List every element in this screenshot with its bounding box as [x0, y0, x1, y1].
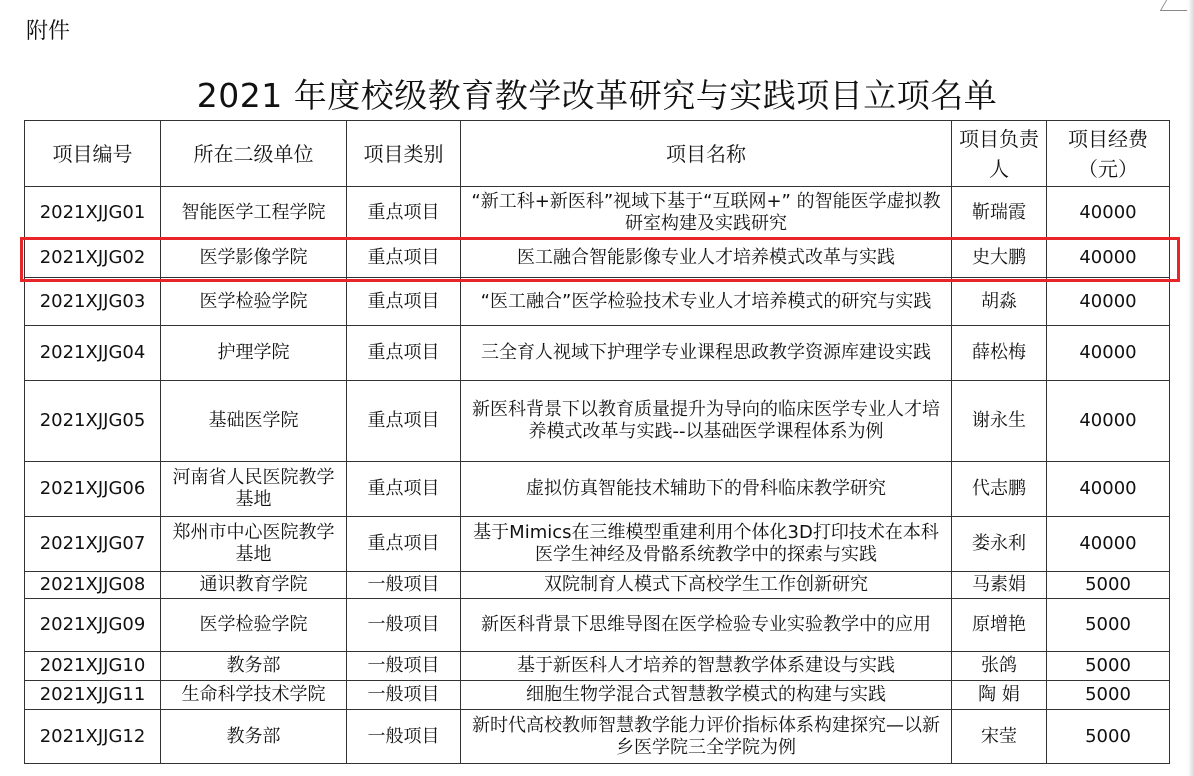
cell-leader: 张鸽	[952, 652, 1047, 681]
cell-fund: 5000	[1047, 572, 1170, 599]
cell-leader: 娄永利	[952, 517, 1047, 572]
cell-name: 三全育人视域下护理学专业课程思政教学资源库建设实践	[461, 326, 952, 381]
cell-name: 新医科背景下思维导图在医学检验专业实验教学中的应用	[461, 599, 952, 652]
cell-unit: 医学检验学院	[161, 278, 347, 326]
cell-code: 2021XJJG06	[25, 462, 161, 517]
cell-fund: 40000	[1047, 187, 1170, 239]
table-row	[25, 239, 1170, 278]
cell-fund: 5000	[1047, 652, 1170, 681]
cell-fund: 5000	[1047, 681, 1170, 710]
header-unit: 所在二级单位	[161, 121, 347, 187]
cell-name: “医工融合”医学检验技术专业人才培养模式的研究与实践	[461, 278, 952, 326]
cell-name: 基于新医科人才培养的智慧教学体系建设与实践	[461, 652, 952, 681]
cell-code: 2021XJJG02	[25, 239, 161, 278]
cell-code: 2021XJJG03	[25, 278, 161, 326]
attachment-label: 附件	[26, 19, 71, 44]
cell-code: 2021XJJG11	[25, 681, 161, 710]
cell-unit: 智能医学工程学院	[161, 187, 347, 239]
cell-fund: 40000	[1047, 517, 1170, 572]
header-name: 项目名称	[461, 121, 952, 187]
cell-unit: 通识教育学院	[161, 572, 347, 599]
table-row	[25, 652, 1170, 681]
cell-code: 2021XJJG09	[25, 599, 161, 652]
cell-category: 重点项目	[347, 326, 461, 381]
cell-category: 一般项目	[347, 572, 461, 599]
cell-unit: 基础医学院	[161, 381, 347, 462]
cell-unit: 河南省人民医院教学基地	[161, 462, 347, 517]
cell-category: 一般项目	[347, 599, 461, 652]
header-row	[25, 121, 1170, 187]
cell-leader: 胡淼	[952, 278, 1047, 326]
header-category: 项目类别	[347, 121, 461, 187]
header-leader: 项目负责人	[952, 121, 1047, 187]
cell-category: 一般项目	[347, 710, 461, 764]
table-row	[25, 381, 1170, 462]
cell-leader: 靳瑞霞	[952, 187, 1047, 239]
cell-unit: 郑州市中心医院教学基地	[161, 517, 347, 572]
table-row	[25, 681, 1170, 710]
cell-category: 重点项目	[347, 381, 461, 462]
cell-fund: 40000	[1047, 326, 1170, 381]
project-table	[24, 120, 1170, 764]
cell-leader: 史大鹏	[952, 239, 1047, 278]
cell-category: 一般项目	[347, 652, 461, 681]
cell-fund: 40000	[1047, 381, 1170, 462]
cell-fund: 5000	[1047, 710, 1170, 764]
cell-fund: 40000	[1047, 462, 1170, 517]
document-title: 2021 年度校级教育教学改革研究与实践项目立项名单	[196, 76, 998, 115]
cell-name: “新工科+新医科”视域下基于“互联网+” 的智能医学虚拟教研室构建及实践研究	[461, 187, 952, 239]
table-row	[25, 517, 1170, 572]
table-row	[25, 599, 1170, 652]
cell-name: 新时代高校教师智慧教学能力评价指标体系构建探究—以新乡医学院三全学院为例	[461, 710, 952, 764]
cell-leader: 宋莹	[952, 710, 1047, 764]
cell-name: 医工融合智能影像专业人才培养模式改革与实践	[461, 239, 952, 278]
cell-unit: 医学影像学院	[161, 239, 347, 278]
cell-code: 2021XJJG12	[25, 710, 161, 764]
header-code: 项目编号	[25, 121, 161, 187]
cell-category: 重点项目	[347, 239, 461, 278]
table-row	[25, 187, 1170, 239]
cell-leader: 马素娟	[952, 572, 1047, 599]
cell-category: 重点项目	[347, 278, 461, 326]
cell-category: 重点项目	[347, 517, 461, 572]
cell-name: 双院制育人模式下高校学生工作创新研究	[461, 572, 952, 599]
cell-leader: 谢永生	[952, 381, 1047, 462]
cell-unit: 医学检验学院	[161, 599, 347, 652]
cell-category: 重点项目	[347, 187, 461, 239]
table-row	[25, 710, 1170, 764]
cell-code: 2021XJJG08	[25, 572, 161, 599]
table-row	[25, 326, 1170, 381]
cell-name: 虚拟仿真智能技术辅助下的骨科临床教学研究	[461, 462, 952, 517]
cell-leader: 陶 娟	[952, 681, 1047, 710]
cell-unit: 教务部	[161, 710, 347, 764]
cell-fund: 5000	[1047, 599, 1170, 652]
table-row	[25, 462, 1170, 517]
table-row	[25, 572, 1170, 599]
cell-fund: 40000	[1047, 239, 1170, 278]
cell-code: 2021XJJG01	[25, 187, 161, 239]
cell-unit: 护理学院	[161, 326, 347, 381]
cell-category: 一般项目	[347, 681, 461, 710]
cell-code: 2021XJJG07	[25, 517, 161, 572]
cell-name: 基于Mimics在三维模型重建利用个体化3D打印技术在本科医学生神经及骨骼系统教学中的探索与实践	[461, 517, 952, 572]
cell-category: 重点项目	[347, 462, 461, 517]
cell-name: 新医科背景下以教育质量提升为导向的临床医学专业人才培养模式改革与实践--以基础医学课程体系为例	[461, 381, 952, 462]
cell-leader: 薛松梅	[952, 326, 1047, 381]
cell-name: 细胞生物学混合式智慧教学模式的构建与实践	[461, 681, 952, 710]
cell-code: 2021XJJG04	[25, 326, 161, 381]
cell-unit: 教务部	[161, 652, 347, 681]
cell-fund: 40000	[1047, 278, 1170, 326]
header-fund: 项目经费（元）	[1047, 121, 1170, 187]
cell-leader: 代志鹏	[952, 462, 1047, 517]
table-row	[25, 278, 1170, 326]
cell-code: 2021XJJG10	[25, 652, 161, 681]
cell-code: 2021XJJG05	[25, 381, 161, 462]
cell-leader: 原增艳	[952, 599, 1047, 652]
cell-unit: 生命科学技术学院	[161, 681, 347, 710]
